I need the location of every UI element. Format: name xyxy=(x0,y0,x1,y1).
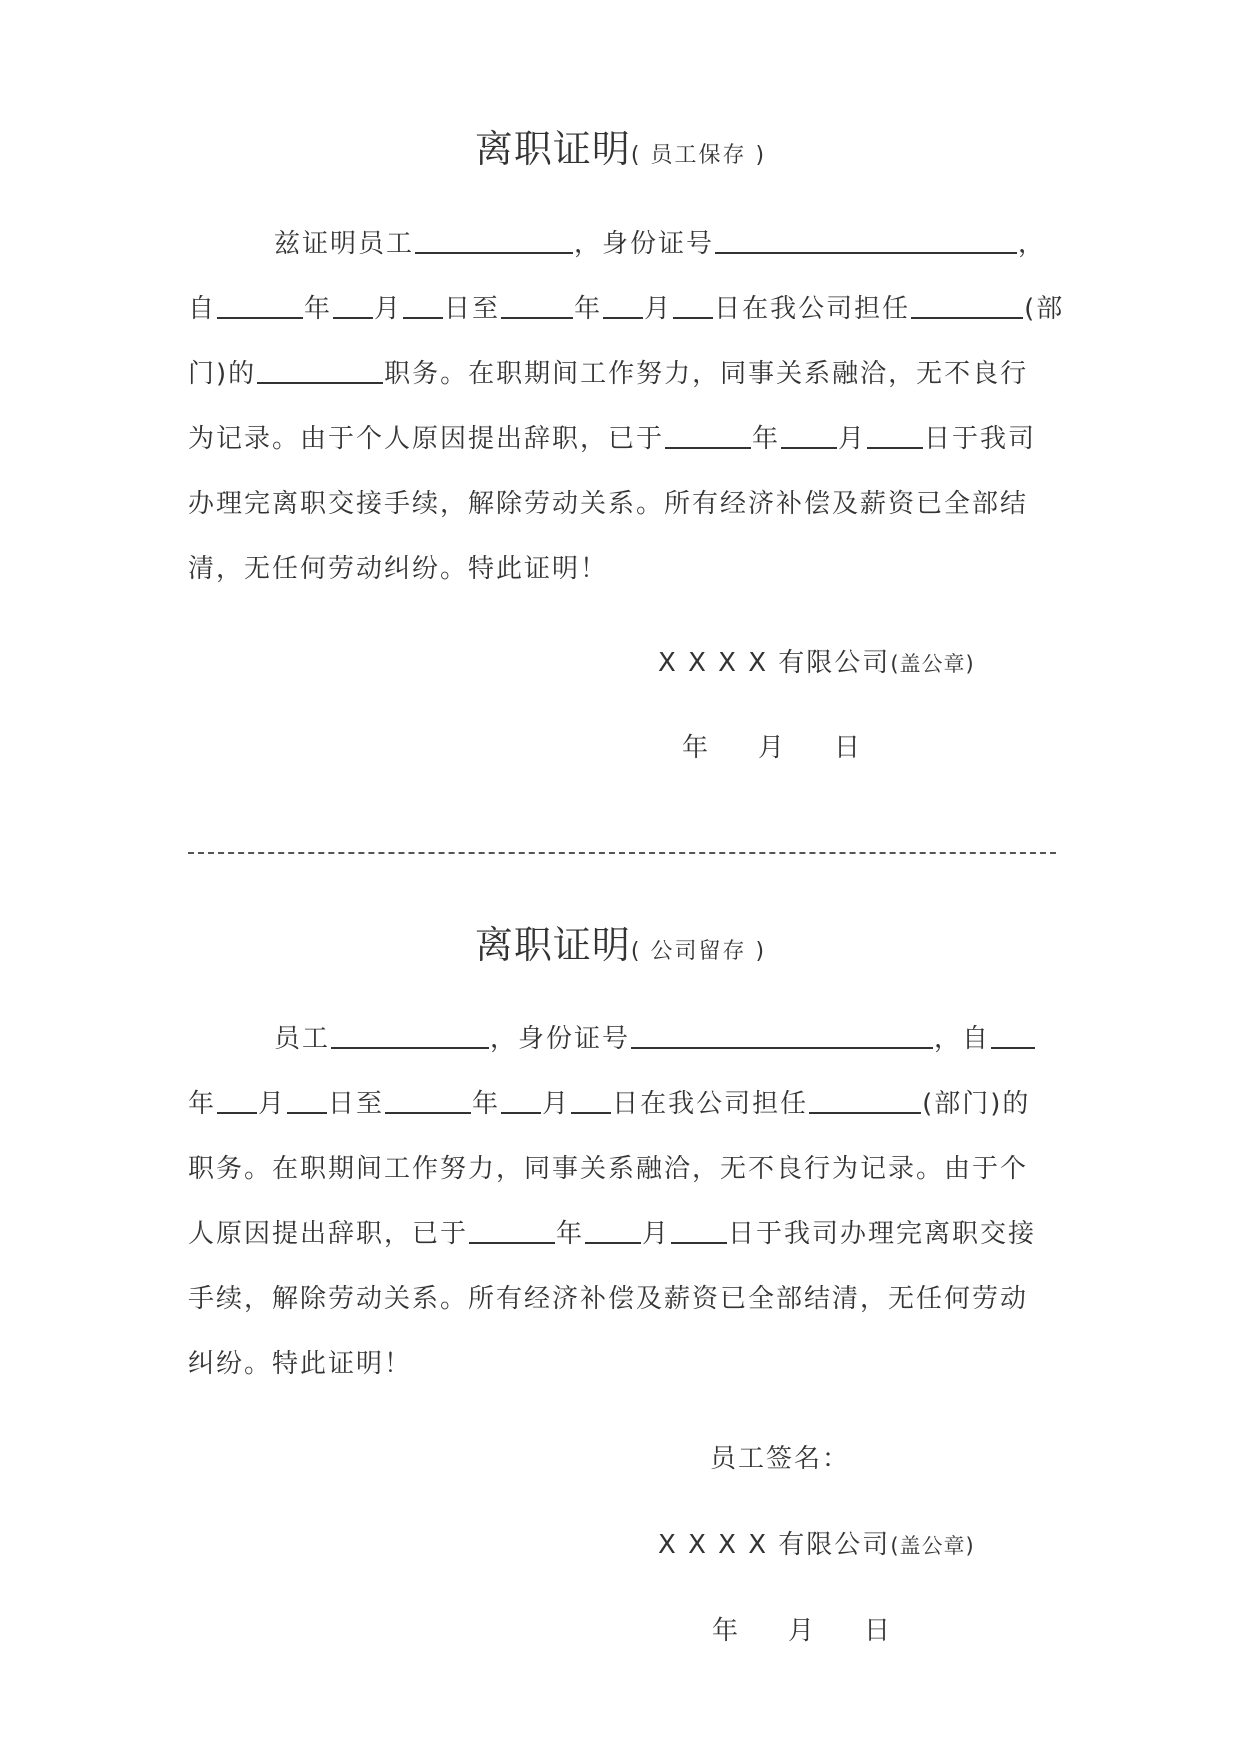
text-segment: 日于我司 xyxy=(924,424,1037,454)
body-line xyxy=(188,212,1088,277)
body-line xyxy=(188,1072,1088,1137)
leave-day-blank xyxy=(867,421,923,449)
text-segment: 年 xyxy=(304,294,333,324)
text-segment: 年 xyxy=(574,294,603,324)
date-year: 年 xyxy=(682,733,711,763)
company-signature xyxy=(658,1524,975,1561)
date-line xyxy=(682,727,862,764)
date-month: 月 xyxy=(758,733,787,763)
employee-signature-label: 员工签名： xyxy=(710,1444,851,1474)
body-line xyxy=(188,407,1088,472)
text-segment: 日在我公司担任 xyxy=(714,294,911,324)
company-copy-title xyxy=(0,914,1241,969)
text-segment: (部门)的 xyxy=(922,1089,1031,1119)
text-segment: 职务。在职期间工作努力，同事关系融洽，无不良行 xyxy=(384,359,1029,389)
start-year-blank xyxy=(217,291,303,319)
start-day-blank xyxy=(287,1086,327,1114)
department-blank xyxy=(809,1086,921,1114)
text-segment: 职务。在职期间工作努力，同事关系融洽，无不良行为记录。由于个 xyxy=(188,1154,1029,1184)
company-signature xyxy=(658,642,975,679)
text-segment: 日至 xyxy=(328,1089,385,1119)
body-line xyxy=(188,1137,1088,1202)
body-line xyxy=(188,1007,1088,1072)
seal-note: (盖公章) xyxy=(890,1534,975,1558)
text-segment: 月 xyxy=(642,1219,671,1249)
end-year-blank xyxy=(501,291,573,319)
text-segment: 纠纷。特此证明！ xyxy=(188,1349,413,1379)
id-number-blank xyxy=(715,226,1017,254)
leave-month-blank xyxy=(781,421,837,449)
text-segment: 日至 xyxy=(444,294,501,324)
text-segment: 办理完离职交接手续，解除劳动关系。所有经济补偿及薪资已全部结 xyxy=(188,489,1029,519)
id-number-blank xyxy=(631,1021,933,1049)
text-segment: 清，无任何劳动纠纷。特此证明！ xyxy=(188,554,609,584)
date-year: 年 xyxy=(712,1616,741,1646)
body-line xyxy=(188,1332,1088,1397)
end-day-blank xyxy=(571,1086,611,1114)
date-month: 月 xyxy=(788,1616,817,1646)
text-segment: (部 xyxy=(1024,294,1065,324)
text-segment: 人原因提出辞职，已于 xyxy=(188,1219,469,1249)
text-segment: 年 xyxy=(472,1089,501,1119)
end-month-blank xyxy=(501,1086,541,1114)
text-segment: 月 xyxy=(258,1089,287,1119)
text-segment: 年 xyxy=(188,1089,217,1119)
end-month-blank xyxy=(603,291,643,319)
leave-year-blank xyxy=(665,421,751,449)
leave-day-blank xyxy=(671,1216,727,1244)
text-segment: 年 xyxy=(752,424,781,454)
text-segment: 为记录。由于个人原因提出辞职，已于 xyxy=(188,424,665,454)
body-line xyxy=(188,537,1088,602)
text-segment: 员工 xyxy=(274,1024,331,1054)
text-segment: 年 xyxy=(556,1219,585,1249)
body-line xyxy=(188,277,1088,342)
company-name: X X X X 有限公司 xyxy=(658,1530,891,1560)
subtitle-text: ( 公司留存 ) xyxy=(630,939,767,964)
text-segment: 月 xyxy=(644,294,673,324)
text-segment: 日在我公司担任 xyxy=(612,1089,809,1119)
text-segment: 月 xyxy=(374,294,403,324)
text-segment: ，身份证号 xyxy=(574,229,715,259)
employee-copy-title xyxy=(0,118,1241,173)
body-line xyxy=(188,472,1088,537)
company-name: X X X X 有限公司 xyxy=(658,648,891,678)
text-segment: ，自 xyxy=(934,1024,991,1054)
employee-name-blank xyxy=(415,226,573,254)
title-text: 离职证明 xyxy=(474,923,631,967)
text-segment: 日于我司办理完离职交接 xyxy=(728,1219,1037,1249)
subtitle-text: ( 员工保存 ) xyxy=(630,143,767,168)
text-segment: 兹证明员工 xyxy=(274,229,415,259)
text-segment: 自 xyxy=(188,294,217,324)
employee-name-blank xyxy=(331,1021,489,1049)
text-segment: 手续，解除劳动关系。所有经济补偿及薪资已全部结清，无任何劳动 xyxy=(188,1284,1029,1314)
body-line xyxy=(188,1267,1088,1332)
end-day-blank xyxy=(673,291,713,319)
department-blank xyxy=(911,291,1023,319)
text-segment: ，身份证号 xyxy=(490,1024,631,1054)
body-line xyxy=(188,342,1088,407)
date-day: 日 xyxy=(864,1616,893,1646)
title-text: 离职证明 xyxy=(474,127,631,171)
company-copy-body xyxy=(188,1007,1088,1397)
cut-line-divider xyxy=(188,852,1056,854)
date-day: 日 xyxy=(834,733,863,763)
text-segment: 月 xyxy=(838,424,867,454)
body-line xyxy=(188,1202,1088,1267)
date-line xyxy=(712,1610,892,1647)
leave-month-blank xyxy=(585,1216,641,1244)
text-segment: 月 xyxy=(542,1089,571,1119)
leave-year-blank xyxy=(469,1216,555,1244)
end-year-blank xyxy=(385,1086,471,1114)
text-segment: 门)的 xyxy=(188,359,257,389)
employee-copy-body xyxy=(188,212,1088,602)
start-year-blank xyxy=(991,1021,1035,1049)
start-month-blank xyxy=(217,1086,257,1114)
start-day-blank xyxy=(403,291,443,319)
position-blank xyxy=(257,356,383,384)
seal-note: (盖公章) xyxy=(890,652,975,676)
start-month-blank xyxy=(333,291,373,319)
text-segment: ， xyxy=(1018,229,1047,259)
